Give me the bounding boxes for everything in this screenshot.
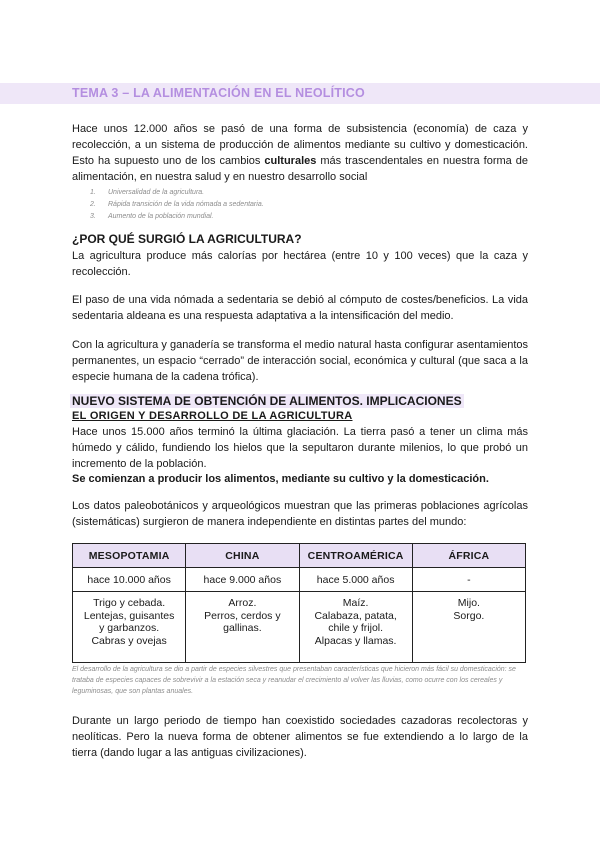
cell-line: Trigo y cebada.: [93, 597, 166, 609]
list-number: 3.: [90, 213, 96, 220]
section1-heading: ¿POR QUÉ SURGIÓ LA AGRICULTURA?: [72, 232, 302, 246]
section2-p1: Hace unos 15.000 años terminó la última glaciación. La tierra pasó a tener un clima más húmedo y cálido, fundiendo los hielos que la sepultaron durante milenios, lo que probó un incremento de la población.: [72, 426, 528, 470]
list-item: [90, 211, 264, 223]
intro-bold: culturales: [264, 155, 317, 167]
section2-subheading: EL ORIGEN Y DESARROLLO DE LA AGRICULTURA: [72, 410, 353, 422]
table-cell: [299, 592, 412, 663]
cell-line: Cabras y ovejas: [91, 634, 167, 647]
list-item: [90, 187, 264, 199]
table-header: ÁFRICA: [412, 544, 525, 568]
list-item: [90, 199, 264, 211]
section2-heading: NUEVO SISTEMA DE OBTENCIÓN DE ALIMENTOS. IMPLICACIONES: [72, 394, 462, 408]
cell-line: y garbanzos.: [99, 622, 160, 634]
section1-p1: La agricultura produce más calorías por hectárea (entre 10 y 100 veces) que la caza y recolección.: [72, 250, 528, 278]
list-text: Universalidad de la agricultura.: [108, 189, 205, 196]
intro-text-a: Hace unos 12.000 años se pasó de una forma de subsistencia (economía) de caza y recolección, a un sistema de producción de alimentos mediante su cultivo y domesticación. Esto ha supuesto uno de los cambios: [72, 123, 528, 167]
list-number: 1.: [90, 189, 96, 196]
list-text: Rápida transición de la vida nómada a sedentaria.: [108, 201, 264, 208]
list-number: 2.: [90, 201, 96, 208]
section2-bold-line: Se comienzan a producir los alimentos, mediante su cultivo y la domesticación.: [72, 473, 489, 485]
table-header: CENTROAMÉRICA: [299, 544, 412, 568]
cell-line: chile y frijol.: [328, 622, 384, 634]
table-cell: -: [412, 568, 525, 592]
table-row: [73, 592, 526, 663]
footnote: El desarrollo de la agricultura se dio a partir de especies silvestres que presentaban características que hicieron más fácil su domesticación: se trataba de especies capaces de sobrevivir a la estación seca y reanudar el crecimiento al volver las lluvias, como ocurre con los cereales y leguminosas, que son plantas anuales.: [72, 666, 516, 695]
cell-line: Sorgo.: [453, 609, 485, 622]
key-points-list: [90, 187, 264, 223]
table-cell: [73, 592, 186, 663]
page-title: TEMA 3 – LA ALIMENTACIÓN EN EL NEOLÍTICO: [72, 86, 365, 100]
cell-line: Calabaza, patata,: [314, 609, 397, 622]
cell-line: Maíz.: [342, 597, 369, 609]
section1-p2: El paso de una vida nómada a sedentaria se debió al cómputo de costes/beneficios. La vida sedentaria aldeana es una respuesta adaptativa a la intensificación del medio.: [72, 294, 528, 322]
intro-paragraph: [72, 121, 528, 185]
cell-line: Lentejas, guisantes: [83, 609, 175, 622]
cell-line: gallinas.: [223, 622, 262, 634]
table-row: [73, 568, 526, 592]
cell-line: Alpacas y llamas.: [314, 634, 397, 647]
section1-p3: Con la agricultura y ganadería se transforma el medio natural hasta configurar asentamientos permanentes, un espacio “cerrado” de interacción social, económica y cultural (que saca a la especie humana de la cadena trófica).: [72, 339, 528, 383]
table-cell: hace 10.000 años: [73, 568, 186, 592]
closing-paragraph: Durante un largo periodo de tiempo han coexistido sociedades cazadoras recolectoras y neolíticas. Pero la nueva forma de obtener alimentos se fue extendiendo a lo largo de la tierra (dando lugar a las antiguas civilizaciones).: [72, 715, 528, 759]
section2-p2: Los datos paleobotánicos y arqueológicos muestran que las primeras poblaciones agrícolas (sistemáticas) surgieron de manera independiente en distintas partes del mundo:: [72, 500, 528, 528]
intro-text-b: más trascendentales en nuestra forma de alimentación, en nuestra salud y en nuestro desarrollo social: [72, 155, 528, 183]
table-header: CHINA: [186, 544, 299, 568]
table-cell: hace 5.000 años: [299, 568, 412, 592]
origins-table: [72, 543, 526, 663]
table-cell: hace 9.000 años: [186, 568, 299, 592]
table-cell: [186, 592, 299, 663]
table-header-row: [73, 544, 526, 568]
cell-line: Mijo.: [457, 597, 480, 609]
table-header: MESOPOTAMIA: [73, 544, 186, 568]
cell-line: Perros, cerdos y: [204, 609, 281, 622]
cell-line: Arroz.: [228, 597, 257, 609]
table-cell: [412, 592, 525, 663]
list-text: Aumento de la población mundial.: [108, 213, 214, 220]
